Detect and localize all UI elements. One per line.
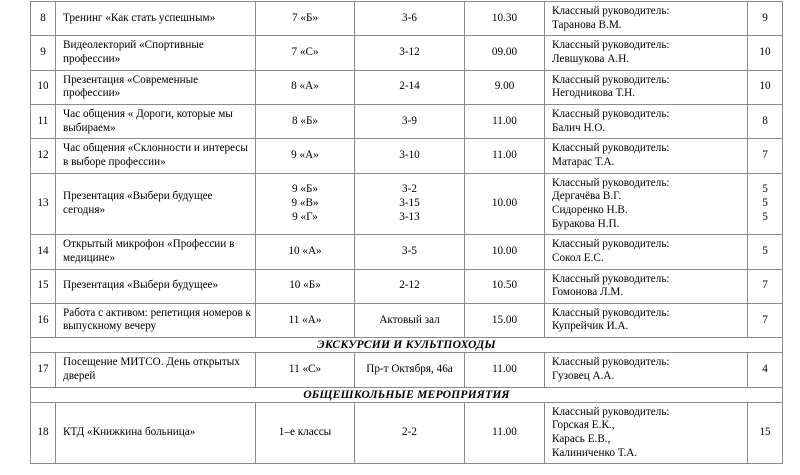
- cell-event-name: [56, 70, 256, 104]
- responsible-list: [545, 2, 747, 35]
- room-list: [355, 43, 464, 63]
- responsible-value: Калиниченко Т.А.: [552, 446, 638, 459]
- count-list: [748, 276, 782, 296]
- count-value: 9: [762, 11, 768, 24]
- room-value: 2-14: [399, 80, 420, 93]
- cell-responsible: [545, 36, 748, 70]
- cell-number: [31, 173, 56, 235]
- event-name: Час общения «Склонности и интересы в выборе профессии»: [63, 142, 248, 168]
- room-list: [355, 180, 464, 227]
- responsible-value: Классный руководитель:: [552, 356, 670, 369]
- responsible-value: Буракова Н.П.: [552, 217, 620, 230]
- class-list: [256, 112, 354, 132]
- table-row: [31, 70, 783, 104]
- cell-count: [748, 36, 783, 70]
- cell-time: [465, 36, 545, 70]
- responsible-value: Классный руководитель:: [552, 306, 670, 319]
- time-value: 15.00: [491, 313, 518, 326]
- cell-event-name: [56, 36, 256, 70]
- responsible-value: Классный руководитель:: [552, 405, 670, 418]
- class-list: [256, 423, 354, 443]
- responsible-value: Карась Е.В.,: [552, 433, 611, 446]
- time-value: 11.00: [492, 114, 517, 127]
- schedule-table-body: [31, 2, 783, 464]
- cell-time: [465, 139, 545, 173]
- room-value: 3-10: [399, 149, 420, 162]
- table-row: [31, 269, 783, 303]
- count-list: [748, 360, 782, 380]
- cell-responsible: [545, 303, 748, 337]
- cell-time: [465, 235, 545, 269]
- table-row: [31, 402, 783, 464]
- cell-count: [748, 235, 783, 269]
- section-header-row: [31, 338, 783, 353]
- responsible-value: Таранова В.М.: [552, 18, 622, 31]
- responsible-value: Негодникова Т.Н.: [552, 87, 636, 100]
- row-number: 12: [37, 149, 49, 162]
- room-value: 2-2: [402, 426, 417, 439]
- cell-room: [355, 173, 465, 235]
- cell-responsible: [545, 353, 748, 387]
- cell-time: [465, 173, 545, 235]
- cell-number: [31, 402, 56, 464]
- count-value: 5: [762, 197, 768, 210]
- cell-count: [748, 303, 783, 337]
- class-list: [256, 9, 354, 29]
- class-value: 7 «Б»: [291, 11, 318, 24]
- class-value: 9 «В»: [291, 197, 319, 210]
- count-list: [748, 112, 782, 132]
- responsible-value: Классный руководитель:: [552, 272, 670, 285]
- cell-event-name: [56, 139, 256, 173]
- table-row: [31, 104, 783, 138]
- responsible-value: Сокол Е.С.: [552, 251, 604, 264]
- count-list: [748, 77, 782, 97]
- room-value: 3-5: [402, 245, 417, 258]
- event-name: Работа с активом: репетиция номеров к выпускному вечеру: [63, 306, 251, 333]
- cell-number: [31, 139, 56, 173]
- event-name: Видеолекторий «Спортивные профессии»: [63, 39, 204, 65]
- responsible-list: [545, 403, 747, 464]
- time-value: 09.00: [491, 46, 518, 59]
- table-row: [31, 353, 783, 387]
- event-name: Презентация «Современные профессии»: [63, 73, 199, 100]
- class-list: [256, 276, 354, 296]
- row-number: 9: [40, 46, 46, 59]
- responsible-value: Классный руководитель:: [552, 238, 670, 251]
- cell-class: [256, 173, 355, 235]
- cell-event-name: [56, 269, 256, 303]
- class-value: 8 «Б»: [291, 114, 318, 127]
- room-value: 3-15: [399, 197, 420, 210]
- table-row: [31, 2, 783, 36]
- cell-number: [31, 235, 56, 269]
- cell-room: [355, 303, 465, 337]
- responsible-value: Левшукова А.Н.: [552, 52, 630, 65]
- responsible-value: Классный руководитель:: [552, 5, 670, 17]
- section-title: ЭКСКУРСИИ И КУЛЬТПОХОДЫ: [317, 338, 496, 352]
- class-list: [256, 311, 354, 331]
- cell-room: [355, 70, 465, 104]
- cell-time: [465, 70, 545, 104]
- responsible-list: [545, 270, 747, 303]
- class-value: 8 «А»: [291, 80, 319, 93]
- count-value: 15: [759, 426, 771, 439]
- cell-time: [465, 303, 545, 337]
- event-name: Открытый микрофон «Профессии в медицине»: [63, 238, 235, 264]
- room-list: [355, 242, 464, 262]
- responsible-list: [545, 71, 747, 104]
- cell-number: [31, 104, 56, 138]
- class-value: 9 «Г»: [292, 210, 318, 223]
- table-row: [31, 139, 783, 173]
- class-list: [256, 242, 354, 262]
- count-list: [748, 146, 782, 166]
- cell-class: [256, 353, 355, 387]
- room-value: 3-12: [399, 46, 420, 59]
- cell-class: [256, 269, 355, 303]
- time-value: 10.30: [491, 11, 518, 24]
- room-list: [355, 77, 464, 97]
- responsible-value: Классный руководитель:: [552, 73, 670, 86]
- row-number: 15: [37, 279, 49, 292]
- cell-count: [748, 104, 783, 138]
- cell-event-name: [56, 2, 256, 36]
- cell-room: [355, 402, 465, 464]
- section-header-row: [31, 387, 783, 402]
- count-value: 5: [762, 210, 768, 223]
- row-number: 8: [40, 11, 46, 24]
- class-list: [256, 180, 354, 227]
- responsible-value: Классный руководитель:: [552, 142, 670, 155]
- responsible-value: Гузовец А.А.: [552, 369, 615, 382]
- time-value: 9.00: [494, 80, 515, 93]
- cell-time: [465, 402, 545, 464]
- section-title: ОБЩЕШКОЛЬНЫЕ МЕРОПРИЯТИЯ: [303, 387, 510, 401]
- event-name: Тренинг «Как стать успешным»: [63, 11, 216, 24]
- count-value: 5: [762, 183, 768, 196]
- cell-room: [355, 104, 465, 138]
- cell-responsible: [545, 2, 748, 36]
- responsible-value: Дергачёва В.Г.: [552, 190, 622, 203]
- room-value: 3-9: [402, 114, 417, 127]
- cell-class: [256, 36, 355, 70]
- cell-event-name: [56, 104, 256, 138]
- row-number: 10: [37, 80, 49, 93]
- cell-number: [31, 36, 56, 70]
- responsible-list: [545, 105, 747, 138]
- row-number: 16: [37, 313, 49, 326]
- row-number: 13: [37, 197, 49, 210]
- count-value: 5: [762, 245, 768, 258]
- cell-count: [748, 70, 783, 104]
- class-value: 11 «А»: [288, 313, 322, 326]
- room-value: 2-12: [399, 279, 420, 292]
- cell-room: [355, 139, 465, 173]
- cell-event-name: [56, 303, 256, 337]
- time-value: 10.00: [491, 245, 518, 258]
- cell-count: [748, 353, 783, 387]
- cell-responsible: [545, 104, 748, 138]
- cell-class: [256, 139, 355, 173]
- cell-responsible: [545, 139, 748, 173]
- cell-event-name: [56, 235, 256, 269]
- cell-responsible: [545, 173, 748, 235]
- cell-number: [31, 269, 56, 303]
- row-number: 11: [37, 114, 49, 127]
- responsible-list: [545, 304, 747, 337]
- cell-responsible: [545, 269, 748, 303]
- table-row: [31, 173, 783, 235]
- cell-time: [465, 269, 545, 303]
- responsible-list: [545, 139, 747, 172]
- cell-count: [748, 139, 783, 173]
- event-name: Презентация «Выбери будущее»: [63, 279, 219, 292]
- class-list: [256, 77, 354, 97]
- responsible-value: Балич Н.О.: [552, 121, 606, 134]
- event-name: Презентация «Выбери будущее сегодня»: [63, 190, 213, 216]
- room-list: [355, 146, 464, 166]
- cell-count: [748, 2, 783, 36]
- room-list: [355, 360, 464, 380]
- cell-event-name: [56, 402, 256, 464]
- count-list: [748, 43, 782, 63]
- cell-class: [256, 402, 355, 464]
- table-row: [31, 235, 783, 269]
- event-name: КТД «Книжкина больница»: [63, 426, 196, 439]
- cell-event-name: [56, 173, 256, 235]
- count-value: 7: [762, 149, 768, 162]
- count-value: 10: [759, 80, 771, 93]
- room-list: [355, 276, 464, 296]
- section-header-cell: [31, 387, 783, 402]
- responsible-list: [545, 235, 747, 268]
- row-number: 17: [37, 363, 49, 376]
- cell-responsible: [545, 235, 748, 269]
- cell-time: [465, 353, 545, 387]
- room-value: Пр-т Октября, 46а: [366, 363, 453, 376]
- count-list: [748, 423, 782, 443]
- responsible-list: [545, 353, 747, 386]
- count-value: 7: [762, 279, 768, 292]
- class-value: 7 «С»: [291, 46, 319, 59]
- cell-time: [465, 2, 545, 36]
- class-list: [256, 146, 354, 166]
- count-value: 4: [762, 363, 768, 376]
- room-list: [355, 9, 464, 29]
- class-list: [256, 43, 354, 63]
- cell-count: [748, 269, 783, 303]
- class-value: 9 «А»: [291, 149, 319, 162]
- section-header-cell: [31, 338, 783, 353]
- responsible-value: Гомонова Л.М.: [552, 286, 624, 299]
- responsible-list: [545, 174, 747, 235]
- cell-count: [748, 402, 783, 464]
- responsible-value: Горская Е.К.,: [552, 419, 615, 432]
- cell-room: [355, 353, 465, 387]
- room-value: 3-6: [402, 11, 417, 24]
- event-name: Посещение МИТСО. День открытых дверей: [63, 356, 240, 382]
- responsible-list: [545, 36, 747, 69]
- time-value: 10.50: [491, 279, 518, 292]
- count-list: [748, 242, 782, 262]
- cell-room: [355, 36, 465, 70]
- cell-time: [465, 104, 545, 138]
- time-value: 11.00: [492, 426, 517, 439]
- count-list: [748, 180, 782, 227]
- cell-number: [31, 353, 56, 387]
- table-row: [31, 36, 783, 70]
- cell-number: [31, 2, 56, 36]
- row-number: 14: [37, 245, 49, 258]
- time-value: 11.00: [492, 363, 517, 376]
- cell-number: [31, 70, 56, 104]
- cell-responsible: [545, 402, 748, 464]
- cell-class: [256, 303, 355, 337]
- responsible-value: Классный руководитель:: [552, 107, 670, 120]
- class-value: 9 «Б»: [291, 183, 318, 196]
- cell-room: [355, 2, 465, 36]
- responsible-value: Классный руководитель:: [552, 39, 670, 52]
- count-list: [748, 311, 782, 331]
- cell-class: [256, 235, 355, 269]
- time-value: 11.00: [492, 149, 517, 162]
- cell-number: [31, 303, 56, 337]
- cell-count: [748, 173, 783, 235]
- count-value: 7: [762, 313, 768, 326]
- event-name: Час общения « Дороги, которые мы выбираем»: [63, 107, 233, 134]
- room-value: 3-2: [402, 183, 417, 196]
- room-value: 3-13: [399, 210, 420, 223]
- cell-class: [256, 104, 355, 138]
- class-value: 11 «С»: [288, 363, 322, 376]
- schedule-table: [30, 1, 783, 464]
- row-number: 18: [37, 426, 49, 439]
- cell-class: [256, 2, 355, 36]
- room-list: [355, 112, 464, 132]
- class-value: 10 «А»: [288, 245, 322, 258]
- count-value: 10: [759, 46, 771, 59]
- cell-class: [256, 70, 355, 104]
- class-value: 10 «Б»: [289, 279, 321, 292]
- room-list: [355, 423, 464, 443]
- cell-room: [355, 235, 465, 269]
- time-value: 10.00: [491, 197, 518, 210]
- cell-room: [355, 269, 465, 303]
- room-list: [355, 311, 464, 331]
- count-list: [748, 9, 782, 29]
- count-value: 8: [762, 114, 768, 127]
- responsible-value: Матарас Т.А.: [552, 155, 615, 168]
- room-value: Актовый зал: [379, 313, 440, 326]
- responsible-value: Сидоренко Н.В.: [552, 203, 628, 216]
- table-row: [31, 303, 783, 337]
- responsible-value: Купрейчик И.А.: [552, 320, 629, 333]
- responsible-value: Классный руководитель:: [552, 176, 670, 189]
- class-list: [256, 360, 354, 380]
- cell-event-name: [56, 353, 256, 387]
- class-value: 1–е классы: [278, 426, 332, 439]
- cell-responsible: [545, 70, 748, 104]
